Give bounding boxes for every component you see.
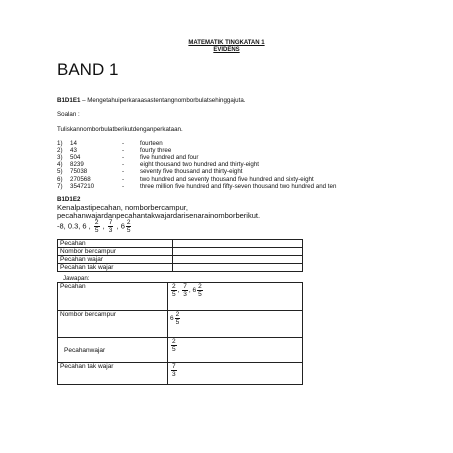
soalan-label: Soalan :	[57, 111, 80, 118]
table-cell-label: Pecahan tak wajar	[58, 264, 173, 272]
answer-wajar: $\frac{2}{5}$	[168, 338, 303, 363]
table-row	[58, 338, 303, 363]
table-cell-empty	[173, 240, 303, 248]
table-row	[58, 248, 303, 256]
item-value: 14	[70, 140, 77, 147]
item-dash: -	[122, 168, 125, 176]
table-row	[58, 311, 303, 338]
header-subtitle: EVIDENS	[213, 47, 240, 53]
fraction-2-5: $\frac{2}{5}$	[94, 219, 99, 234]
item-number: 5)	[57, 168, 63, 176]
item-value: 8239	[70, 161, 84, 169]
item-value: 270568	[70, 175, 91, 183]
jawapan-label: Jawapan:	[63, 275, 90, 282]
table-cell-label: Pecahan tak wajar	[58, 363, 168, 385]
table-cell-label: Nombor bercampur	[58, 311, 168, 338]
item-value: 3547210	[70, 182, 95, 190]
section1-code: B1D1E1	[57, 97, 81, 104]
number-list: -8, 0.3, 6 , $\frac{2}{5}$ , $\frac{7}{3}$ , 6 $\frac{2}{5}$	[57, 219, 131, 234]
item-dash: -	[122, 182, 125, 190]
item-dash: -	[122, 140, 125, 147]
band-title: BAND 1	[57, 60, 119, 79]
item-number: 2)	[57, 147, 63, 155]
mixed-whole: 6	[120, 221, 125, 231]
item-value: 43	[70, 147, 77, 155]
item-dash: -	[122, 175, 125, 183]
item-number: 1)	[57, 140, 63, 147]
answer-takwajar: $\frac{7}{3}$	[168, 363, 303, 385]
table-cell-label: Pecahan	[58, 240, 173, 248]
section2-line1: Kenalpastipecahan, nomborbercampur,	[57, 203, 188, 212]
table-row	[58, 256, 303, 264]
table-row	[58, 264, 303, 272]
section2-line2: pecahanwajardanpecahantakwajardarisenarainomborberikut.	[57, 211, 261, 220]
table-cell-label: Pecahan	[58, 283, 168, 311]
item-value: 75038	[70, 168, 88, 176]
table-cell-label: Pecahan wajar	[58, 256, 173, 264]
instruction-text: Tuliskannomborbulatberikutdenganperkataan.	[57, 126, 183, 133]
item-number: 6)	[57, 175, 63, 183]
header-title: MATEMATIK TINGKATAN 1	[188, 40, 265, 46]
table-cell-empty	[173, 264, 303, 272]
item-words: fourty three	[140, 147, 172, 155]
table-cell-empty	[173, 248, 303, 256]
categories-table	[57, 239, 303, 272]
item-number: 3)	[57, 154, 63, 162]
number-list-prefix: -8, 0.3, 6 ,	[57, 221, 91, 231]
table-row	[58, 283, 303, 311]
table-row	[58, 240, 303, 248]
item-words: two hundred and seventy thousand five hundred and sixty-eight	[140, 175, 314, 183]
item-number: 7)	[57, 182, 63, 190]
item-words: fourteen	[140, 140, 163, 147]
answer-pecahan: $\frac{2}{5}$ , $\frac{7}{3}$ , 6 $\frac{2}{5}$	[168, 283, 303, 311]
section1-heading	[57, 97, 246, 104]
table-cell-label: Pecahanwajar	[58, 338, 168, 363]
table-cell-label: Nombor bercampur	[58, 248, 173, 256]
fraction-7-3: $\frac{7}{3}$	[108, 219, 113, 234]
answer-mixed: 6 $\frac{2}{5}$	[168, 311, 303, 338]
fraction-mixed-2-5: $\frac{2}{5}$	[126, 219, 131, 234]
table-cell-empty	[173, 256, 303, 264]
section2-code: B1D1E2	[57, 196, 81, 203]
item-dash: -	[122, 154, 125, 162]
item-words: three million five hundred and fifty-seven thousand two hundred and ten	[140, 182, 337, 190]
answers-table	[57, 282, 303, 385]
item-number: 4)	[57, 161, 63, 169]
item-value: 504	[70, 154, 81, 162]
item-dash: -	[122, 161, 125, 169]
item-words: eight thousand two hundred and thirty-eight	[140, 161, 260, 169]
item-dash: -	[122, 147, 125, 155]
section1-desc: – Mengetahuiperkaraasastentangnomborbulatsehinggajuta.	[80, 97, 246, 104]
table-row	[58, 363, 303, 385]
item-words: seventy five thousand and thirty-eight	[140, 168, 243, 176]
item-words: five hundred and four	[140, 154, 199, 162]
